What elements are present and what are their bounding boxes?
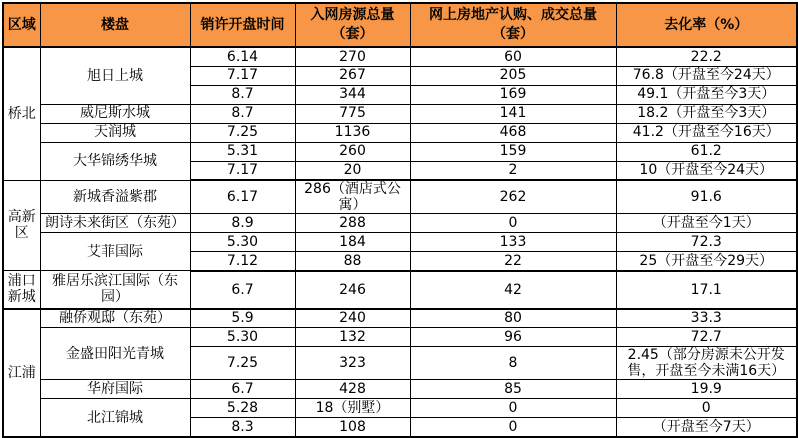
absorption-rate-cell: 17.1: [616, 271, 797, 309]
online-total-cell: 159: [410, 142, 616, 161]
table-row: [3, 104, 797, 123]
region-cell: 桥北: [3, 47, 40, 180]
open-date-cell: 7.17: [190, 66, 295, 85]
listed-units-cell: 288: [295, 214, 410, 233]
absorption-rate-cell: 61.2: [616, 142, 797, 161]
listed-units-cell: 108: [295, 418, 410, 437]
table-row: [3, 142, 797, 161]
absorption-rate-cell: 0: [616, 399, 797, 418]
table-row: [3, 271, 797, 309]
sales-absorption-table: [2, 2, 798, 438]
online-total-cell: 0: [410, 214, 616, 233]
open-date-cell: 7.25: [190, 123, 295, 142]
listed-units-cell: 775: [295, 104, 410, 123]
property-cell: 旭日上城: [40, 47, 190, 104]
absorption-rate-cell: 19.9: [616, 380, 797, 399]
online-total-cell: 205: [410, 66, 616, 85]
open-date-cell: 7.17: [190, 161, 295, 180]
listed-units-cell: 88: [295, 252, 410, 271]
absorption-rate-cell: 25（开盘至今29天）: [616, 252, 797, 271]
listed-units-cell: 1136: [295, 123, 410, 142]
open-date-cell: 6.14: [190, 47, 295, 66]
region-cell: 浦口新城: [3, 271, 40, 309]
absorption-rate-cell: （开盘至今1天）: [616, 214, 797, 233]
absorption-rate-cell: 10（开盘至今24天）: [616, 161, 797, 180]
region-cell: 高新区: [3, 180, 40, 271]
online-total-cell: 0: [410, 399, 616, 418]
open-date-cell: 7.12: [190, 252, 295, 271]
online-total-cell: 0: [410, 418, 616, 437]
absorption-rate-cell: 76.8（开盘至今24天）: [616, 66, 797, 85]
open-date-cell: 8.9: [190, 214, 295, 233]
open-date-cell: 6.7: [190, 380, 295, 399]
property-cell: 华府国际: [40, 380, 190, 399]
listed-units-cell: 323: [295, 347, 410, 380]
listed-units-cell: 260: [295, 142, 410, 161]
table-row: [3, 328, 797, 347]
absorption-rate-cell: 18.2（开盘至今3天）: [616, 104, 797, 123]
absorption-rate-cell: 91.6: [616, 180, 797, 214]
col-header-online-total: 网上房地产认购、成交总量（套）: [410, 3, 616, 47]
online-total-cell: 8: [410, 347, 616, 380]
open-date-cell: 5.30: [190, 233, 295, 252]
col-header-region: 区域: [3, 3, 40, 47]
col-header-listed-units-line1: 入网房源总量: [310, 7, 395, 24]
online-total-cell: 42: [410, 271, 616, 309]
online-total-cell: 80: [410, 309, 616, 328]
col-header-absorption-rate: 去化率（%）: [616, 3, 797, 47]
property-cell: 大华锦绣华城: [40, 142, 190, 180]
absorption-rate-cell: 22.2: [616, 47, 797, 66]
absorption-rate-cell: （开盘至今7天）: [616, 418, 797, 437]
table-row: [3, 380, 797, 399]
online-total-cell: 60: [410, 47, 616, 66]
open-date-cell: 8.7: [190, 104, 295, 123]
table-row: [3, 233, 797, 252]
listed-units-cell: 267: [295, 66, 410, 85]
region-cell: 江浦: [3, 309, 40, 437]
online-total-cell: 85: [410, 380, 616, 399]
listed-units-cell: 246: [295, 271, 410, 309]
open-date-cell: 6.7: [190, 271, 295, 309]
open-date-cell: 5.9: [190, 309, 295, 328]
online-total-cell: 96: [410, 328, 616, 347]
table-row: [3, 47, 797, 66]
absorption-rate-cell: 33.3: [616, 309, 797, 328]
online-total-cell: 169: [410, 85, 616, 104]
online-total-cell: 22: [410, 252, 616, 271]
open-date-cell: 5.28: [190, 399, 295, 418]
property-cell: 新城香溢紫郡: [40, 180, 190, 214]
listed-units-cell: 344: [295, 85, 410, 104]
listed-units-cell: 20: [295, 161, 410, 180]
table-row: [3, 309, 797, 328]
absorption-rate-cell: 2.45（部分房源未公开发售，开盘至今未满16天）: [616, 347, 797, 380]
open-date-cell: 7.25: [190, 347, 295, 380]
property-cell: 融侨观邸（东苑）: [40, 309, 190, 328]
open-date-cell: 8.7: [190, 85, 295, 104]
property-cell: 艾菲国际: [40, 233, 190, 271]
property-cell: 朗诗未来街区（东苑）: [40, 214, 190, 233]
listed-units-cell: 184: [295, 233, 410, 252]
online-total-cell: 262: [410, 180, 616, 214]
property-cell: 威尼斯水城: [40, 104, 190, 123]
listed-units-cell: 428: [295, 380, 410, 399]
col-header-property: 楼盘: [40, 3, 190, 47]
online-total-cell: 468: [410, 123, 616, 142]
listed-units-cell: 270: [295, 47, 410, 66]
property-cell: 北江锦城: [40, 399, 190, 437]
listed-units-cell: 132: [295, 328, 410, 347]
online-total-cell: 133: [410, 233, 616, 252]
property-cell: 天润城: [40, 123, 190, 142]
listed-units-cell: 286（酒店式公寓）: [295, 180, 410, 214]
table-row: [3, 399, 797, 418]
absorption-rate-cell: 49.1（开盘至今3天）: [616, 85, 797, 104]
table-row: [3, 214, 797, 233]
listed-units-cell: 240: [295, 309, 410, 328]
open-date-cell: 5.31: [190, 142, 295, 161]
table-row: [3, 180, 797, 214]
col-header-listed-units: [295, 3, 410, 47]
header-row: [3, 3, 797, 47]
listed-units-cell: 18（别墅）: [295, 399, 410, 418]
absorption-rate-cell: 72.7: [616, 328, 797, 347]
open-date-cell: 8.3: [190, 418, 295, 437]
col-header-open-date: 销许开盘时间: [190, 3, 295, 47]
property-cell: 金盛田阳光青城: [40, 328, 190, 380]
open-date-cell: 5.30: [190, 328, 295, 347]
absorption-rate-cell: 72.3: [616, 233, 797, 252]
absorption-rate-cell: 41.2（开盘至今16天）: [616, 123, 797, 142]
table-row: [3, 123, 797, 142]
property-cell: 雅居乐滨江国际（东园）: [40, 271, 190, 309]
online-total-cell: 2: [410, 161, 616, 180]
col-header-listed-units-line2: （套）: [331, 26, 374, 42]
online-total-cell: 141: [410, 104, 616, 123]
open-date-cell: 6.17: [190, 180, 295, 214]
